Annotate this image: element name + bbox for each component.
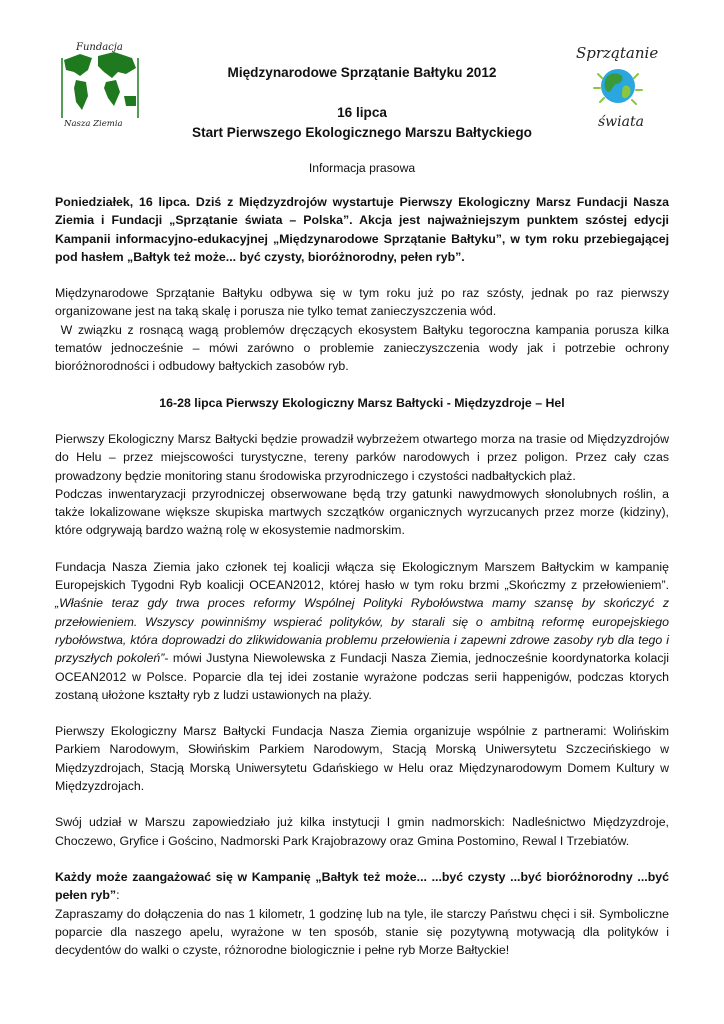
paragraph-4 bbox=[55, 558, 669, 704]
date-heading: 16 lipca bbox=[337, 105, 387, 120]
globe-icon bbox=[594, 69, 642, 104]
page-title: Międzynarodowe Sprzątanie Bałtyku 2012 bbox=[227, 65, 497, 80]
press-info-label: Informacja prasowa bbox=[308, 161, 416, 175]
paragraph-4b-text: - mówi Justyna Niewolewska z Fundacji Nasza Ziemia, jednocześnie koordynatorka kolacji OCEAN2012 w Polsce. Poparcie dla tej idei zostanie wyrażone podczas serii happenigów, podczas ktorych zostaną ułożone kształty ryb z ludzi ustawionych na plaży. bbox=[55, 651, 669, 702]
paragraph-5: Pierwszy Ekologiczny Marsz Bałtycki Fundacja Nasza Ziemia organizuje wspólnie z partnerami: Wolińskim Parkiem Narodowym, Słowińskim Parkiem Narodowym, Stacją Morską Uniwersytetu Szczecińskiego w Międzyzdrojach, Stacją Morską Uniwersytetu Gdańskiego w Helu oraz Międzynarodowym Domem Kultury w Międzyzdrojach. bbox=[55, 724, 669, 794]
article-body bbox=[55, 193, 669, 959]
paragraph-1-text: Międzynarodowe Sprzątanie Bałtyku odbywa się w tym roku już po raz szósty, jednak po raz pierwszy organizowane jest na taką skalę i porusza nie tylko temat zanieczyszczenia wód. bbox=[55, 286, 669, 319]
logo-right-line2: świata bbox=[598, 114, 644, 130]
logo-left-line1: Fundacja bbox=[76, 42, 123, 53]
section-heading: 16-28 lipca Pierwszy Ekologiczny Marsz Bałtycki - Międzyzdroje – Hel bbox=[159, 395, 565, 410]
fundacja-nasza-ziemia-logo bbox=[58, 38, 142, 132]
paragraph-1 bbox=[55, 284, 669, 375]
logo-right-line1: Sprzątanie bbox=[576, 44, 659, 62]
call-to-action-colon: : bbox=[116, 888, 120, 903]
paragraph-3: Podczas inwentaryzacji przyrodniczej obserwowane będą trzy gatunki nawydmowych słonolubnych roślin, a także lokalizowane większe skupiska martwych szczątków organicznych wyrzucanych przez morze (kidziny), które odgrywają bardzo ważną rolę w ekosystemie nadmorskim. bbox=[55, 486, 669, 538]
call-to-action-heading: Każdy może zaangażować się w Kampanię „Bałtyk też może... ...być czysty ...być bioróżnorodny ...być pełen ryb” bbox=[55, 869, 669, 903]
quote-text: „Właśnie teraz gdy trwa proces reformy Wspólnej Polityki Rybołówstwa mamy szansę by skończyć z przełowieniem. Wszyscy powinniśmy wspierać polityków, by starali się o ambitną reformę europejskiego rybołówstwa, która doprowadzi do zlikwidowania problemu przełowienia i zapewni zdrowe zasoby ryb dla tego i przyszłych pokoleń” bbox=[55, 596, 669, 666]
paragraph-2: Pierwszy Ekologiczny Marsz Bałtycki będzie prowadził wybrzeżem otwartego morza na trasie od Międzyzdrojów do Helu – przez miejscowości turystyczne, tereny parków narodowych i przez poligon. Przez cały czas prowadzony będzie monitoring stanu środowiska przyrodniczego i czystości nadbałtyckich plaż. bbox=[55, 431, 669, 483]
paragraph-7-text: Zapraszamy do dołączenia do nas 1 kilometr, 1 godzinę lub na tyle, ile starczy Państwu chęci i sił. Symboliczne poparcie dla naszego apelu, wyrażone w ten sposób, stanie się pozytywną motywacją dla polityków i decydentów do walki o czyste, różnorodne biologicznie i pełne ryb Morze Bałtyckie! bbox=[55, 906, 669, 958]
paragraph-1b-text: W związku z rosnącą wagą problemów dręczących ekosystem Bałtyku tegoroczna kampania porusza kilka tematów jednocześnie – mówi zarówno o problemie zanieczyszczenia wody jak i potrzebie ochrony bioróżnorodności i odbudowy bałtyckich zasobów ryb. bbox=[55, 322, 669, 374]
paragraph-6: Swój udział w Marszu zapowiedziało już kilka instytucji I gmin nadmorskich: Nadleśnictwo Międzyzdroje, Choczewo, Gryfice i Gościno, Nadmorski Park Krajobrazowy oraz Gmina Postomino, Rewal I Trzebiatów. bbox=[55, 815, 669, 848]
sprzatanie-swiata-logo bbox=[572, 38, 664, 130]
lead-paragraph: Poniedziałek, 16 lipca. Dziś z Międzyzdrojów wystartuje Pierwszy Ekologiczny Marsz Fundacji Nasza Ziemia i Fundacji „Sprzątanie świata – Polska”. Akcja jest najważniejszym punktem szóstej edycji Kampanii informacyjno-edukacyjnej „Międzynarodowe Sprzątanie Bałtyku”, w tym roku przebiegającej pod hasłem „Bałtyk też może... być czysty, bioróżnorodny, pełen ryb”. bbox=[55, 195, 669, 264]
paragraph-4a-text: Fundacja Nasza Ziemia jako członek tej koalicji włącza się Ekologicznym Marszem Bałtyckim w kampanię Europejskich Tygodni Ryb koalicji OCEAN2012, której hasło w tym roku brzmi „Skończmy z przełowieniem”. bbox=[55, 559, 669, 593]
subtitle-heading: Start Pierwszego Ekologicznego Marszu Bałtyckiego bbox=[192, 125, 532, 140]
paragraph-7 bbox=[55, 868, 669, 959]
logo-left-line2: Nasza Ziemia bbox=[64, 119, 123, 129]
